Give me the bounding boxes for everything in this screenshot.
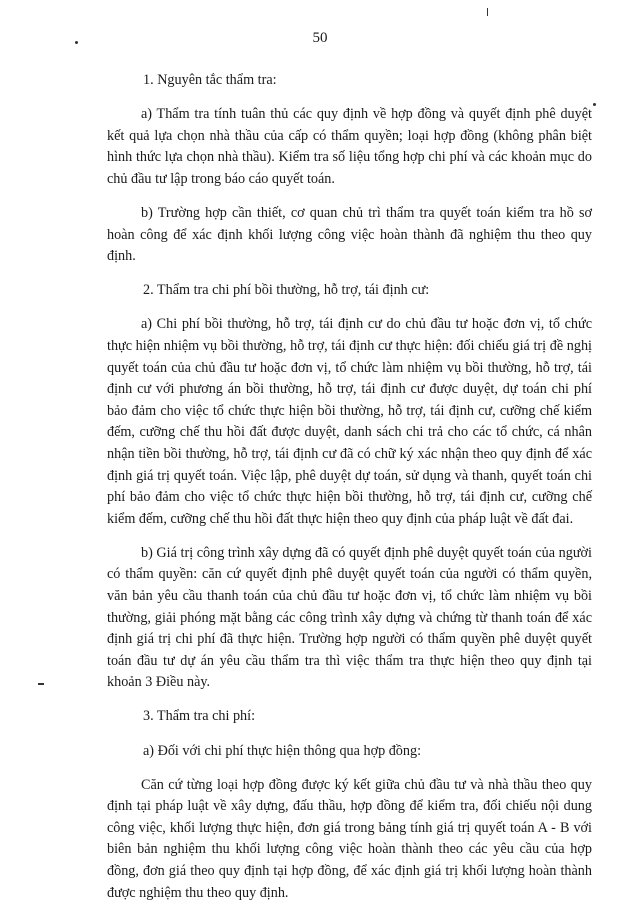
section-2-heading: 2. Thẩm tra chi phí bồi thường, hỗ trợ, tái định cư: xyxy=(143,282,430,299)
page-number: 50 xyxy=(312,30,328,46)
section-1-heading: 1. Nguyên tắc thẩm tra: xyxy=(143,72,277,88)
section-2a-paragraph: a) Chi phí bồi thường, hỗ trợ, tái định cư do chủ đầu tư hoặc đơn vị, tổ chức thực hiện nhiệm vụ bồi thường, hỗ trợ, tái định cư thực hiện: đối chiếu giá trị đề nghị quyết toán của chủ đầu tư hoặc đơn vị, tổ chức làm nhiệm vụ bồi thường, hỗ trợ, tái định cư với phương án bồi thường, hỗ trợ, tái định cư được duyệt, dự toán chi phí bảo đảm cho việc tổ chức thực hiện bồi thường, hỗ trợ, tái định cư, cưỡng chế kiểm đếm, cưỡng chế thu hồi đất được duyệt, danh sách chi trả cho các tổ chức, cá nhân nhận tiền bồi thường, hỗ trợ, tái định cư đã có chữ ký xác nhận theo quy định để xác định giá trị quyết toán. Việc lập, phê duyệt dự toán, sử dụng và thanh, quyết toán chi phí bảo đảm cho việc tổ chức thực hiện bồi thường, hỗ trợ, tái định cư, cưỡng chế kiểm đếm, cưỡng chế thu hồi đất thực hiện theo quy định của pháp luật về đất đai. xyxy=(107,316,592,527)
section-3a-heading: a) Đối với chi phí thực hiện thông qua hợp đồng: xyxy=(143,742,422,759)
section-1b-paragraph: b) Trường hợp cần thiết, cơ quan chủ trì thẩm tra quyết toán kiểm tra hồ sơ hoàn công để xác định khối lượng công việc hoàn thành đã nghiệm thu theo quy định. xyxy=(107,204,592,265)
section-3-heading: 3. Thẩm tra chi phí: xyxy=(143,708,256,725)
scan-speck xyxy=(593,103,596,106)
scan-speck xyxy=(487,8,488,16)
page-content xyxy=(107,70,592,917)
section-3a-paragraph: Căn cứ từng loại hợp đồng được ký kết giữa chủ đầu tư và nhà thầu theo quy định tại pháp luật về xây dựng, đấu thầu, hợp đồng để kiểm tra, đối chiếu nội dung công việc, khối lượng thực hiện, đơn giá trong bảng tính giá trị quyết toán A - B với biên bản nghiệm thu khối lượng công việc hoàn thành theo các yêu cầu của hợp đồng, đơn giá theo quy định tại hợp đồng, để xác định giá trị khối lượng hoàn thành được nghiệm thu theo quy định. xyxy=(107,776,592,901)
section-1a-paragraph: a) Thẩm tra tính tuân thủ các quy định về hợp đồng và quyết định phê duyệt kết quả lựa chọn nhà thầu của cấp có thẩm quyền; loại hợp đồng (không phân biệt hình thức lựa chọn nhà thầu). Kiểm tra số liệu tổng hợp chi phí và các khoản mục do chủ đầu tư lập trong báo cáo quyết toán. xyxy=(107,106,592,187)
scan-speck xyxy=(38,683,44,685)
section-2b-paragraph: b) Giá trị công trình xây dựng đã có quyết định phê duyệt quyết toán của người có thẩm quyền: căn cứ quyết định phê duyệt quyết toán của người có thẩm quyền, văn bản yêu cầu thanh toán của chủ đầu tư hoặc đơn vị, tổ chức làm nhiệm vụ bồi thường, giải phóng mặt bằng các công trình xây dựng và chứng từ thanh toán để xác định giá trị chi phí đã thực hiện. Trường hợp người có thẩm quyền phê duyệt quyết toán đầu tư dự án yêu cầu thẩm tra thì việc thẩm tra thực hiện theo quy định tại khoản 3 Điều này. xyxy=(107,544,592,691)
